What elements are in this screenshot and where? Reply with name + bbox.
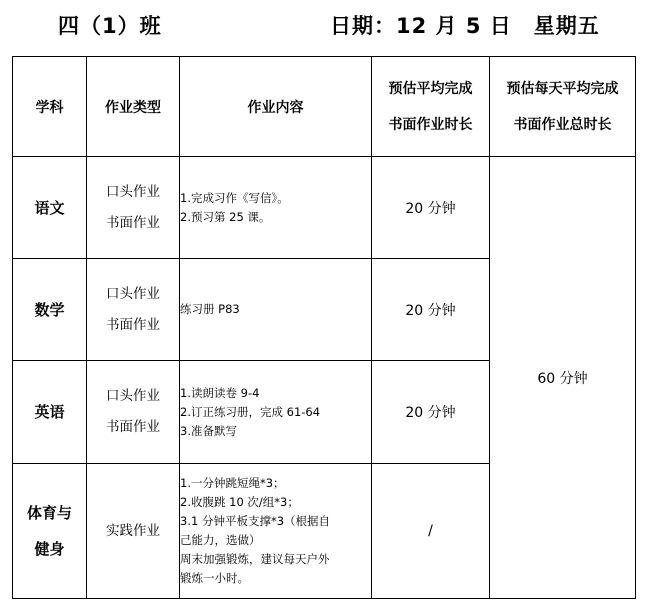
subject-cell [13, 361, 87, 464]
content-line: 2.预习第 25 课。 [180, 209, 271, 224]
type-label: 实践作业 [106, 522, 160, 539]
content-cell [180, 361, 372, 464]
subject-cell [13, 157, 87, 259]
header-row [13, 57, 636, 157]
content-cell [180, 464, 372, 599]
content-line: 3.1 分钟平板支撑*3（根据自 [180, 514, 331, 528]
subject-label: 语文 [34, 198, 65, 217]
header-total-line2: 书面作业总时长 [513, 116, 612, 133]
time-cell: 20 分钟 [372, 361, 490, 464]
header-content: 作业内容 [180, 57, 372, 157]
content-line: 练习册 P83 [180, 302, 240, 316]
subject-cell [13, 259, 87, 361]
subject-label: 体育与 [26, 504, 72, 522]
time-cell: 20 分钟 [372, 259, 490, 361]
time-cell: 20 分钟 [372, 157, 490, 259]
header-avg-time-line2: 书面作业时长 [388, 116, 473, 133]
header-avg-time-line1: 预估平均完成 [388, 80, 473, 97]
content-cell [180, 259, 372, 361]
type-label: 口头作业 [106, 388, 160, 404]
header-type: 作业类型 [87, 57, 180, 157]
header-total-time [490, 57, 636, 157]
type-label: 口头作业 [106, 285, 160, 302]
type-cell [87, 361, 180, 464]
content-line: 周末加强锻炼，建议每天户外 [180, 552, 330, 566]
header-avg-time [372, 57, 490, 157]
class-title: 四（1）班 [58, 14, 162, 38]
type-cell [87, 157, 180, 259]
type-label: 口头作业 [106, 183, 160, 200]
header-total-line1: 预估每天平均完成 [506, 80, 619, 97]
content-line: 锻炼一小时。 [180, 571, 249, 585]
homework-table [12, 56, 636, 599]
content-line: 3.准备默写 [180, 423, 237, 438]
time-cell: / [372, 464, 490, 599]
type-label: 书面作业 [106, 214, 160, 231]
content-line: 1.一分钟跳短绳*3； [180, 476, 285, 490]
content-line: 1.完成习作《写信》。 [180, 190, 289, 205]
type-cell [87, 259, 180, 361]
content-line: 己能力，选做） [180, 533, 261, 547]
header-subject: 学科 [13, 57, 87, 157]
content-line: 1.读朗读卷 9-4 [180, 385, 260, 400]
subject-label: 英语 [34, 403, 65, 421]
type-label: 书面作业 [106, 419, 160, 435]
content-cell [180, 157, 372, 259]
date-title: 日期：12 月 5 日 星期五 [330, 14, 600, 38]
content-line: 2.订正练习册，完成 61-64 [180, 404, 321, 419]
content-line: 2.收腹跳 10 次/组*3； [180, 495, 299, 509]
type-label: 书面作业 [106, 316, 160, 333]
total-time-cell: 60 分钟 [490, 157, 636, 599]
subject-label: 数学 [34, 300, 65, 319]
subject-cell [13, 464, 87, 599]
subject-label: 健身 [34, 540, 65, 558]
type-cell [87, 464, 180, 599]
table-row [13, 157, 636, 259]
